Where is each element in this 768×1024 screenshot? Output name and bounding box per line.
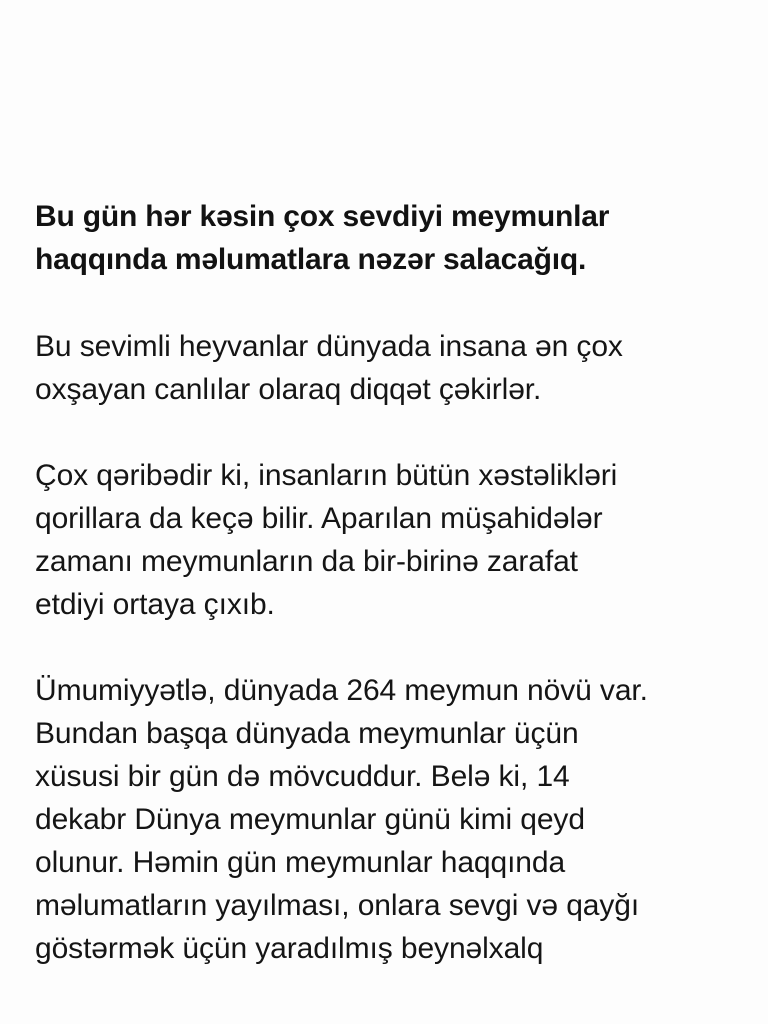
article-lead: [35, 195, 750, 281]
paragraph-line: etdiyi ortaya çıxıb.: [35, 588, 275, 621]
paragraph-line: Çox qəribədir ki, insanların bütün xəstəlikləri: [35, 459, 618, 492]
article-body: [35, 195, 750, 1013]
paragraph-line: olunur. Həmin gün meymunlar haqqında: [35, 846, 566, 879]
paragraph-line: dekabr Dünya meymunlar günü kimi qeyd: [35, 803, 585, 836]
paragraph-line: qorillara da keçə bilir. Aparılan müşahidələr: [35, 502, 603, 535]
paragraph-line: zamanı meymunların da bir-birinə zarafat: [35, 545, 578, 578]
paragraph-2: [35, 454, 750, 626]
lead-line: haqqında məlumatlara nəzər salacağıq.: [35, 243, 587, 276]
paragraph-line: Bundan başqa dünyada meymunlar üçün: [35, 717, 579, 750]
paragraph-line: Ümumiyyətlə, dünyada 264 meymun növü var.: [35, 674, 648, 707]
paragraph-line: oxşayan canlılar olaraq diqqət çəkirlər.: [35, 373, 542, 406]
paragraph-line: məlumatların yayılması, onlara sevgi və qayğı: [35, 889, 640, 922]
paragraph-3: [35, 669, 750, 970]
paragraph-line: Bu sevimli heyvanlar dünyada insana ən çox: [35, 330, 623, 363]
paragraph-line: göstərmək üçün yaradılmış beynəlxalq: [35, 932, 544, 965]
paragraph-1: [35, 325, 750, 411]
paragraph-line: xüsusi bir gün də mövcuddur. Belə ki, 14: [35, 760, 570, 793]
lead-line: Bu gün hər kəsin çox sevdiyi meymunlar: [35, 200, 610, 233]
